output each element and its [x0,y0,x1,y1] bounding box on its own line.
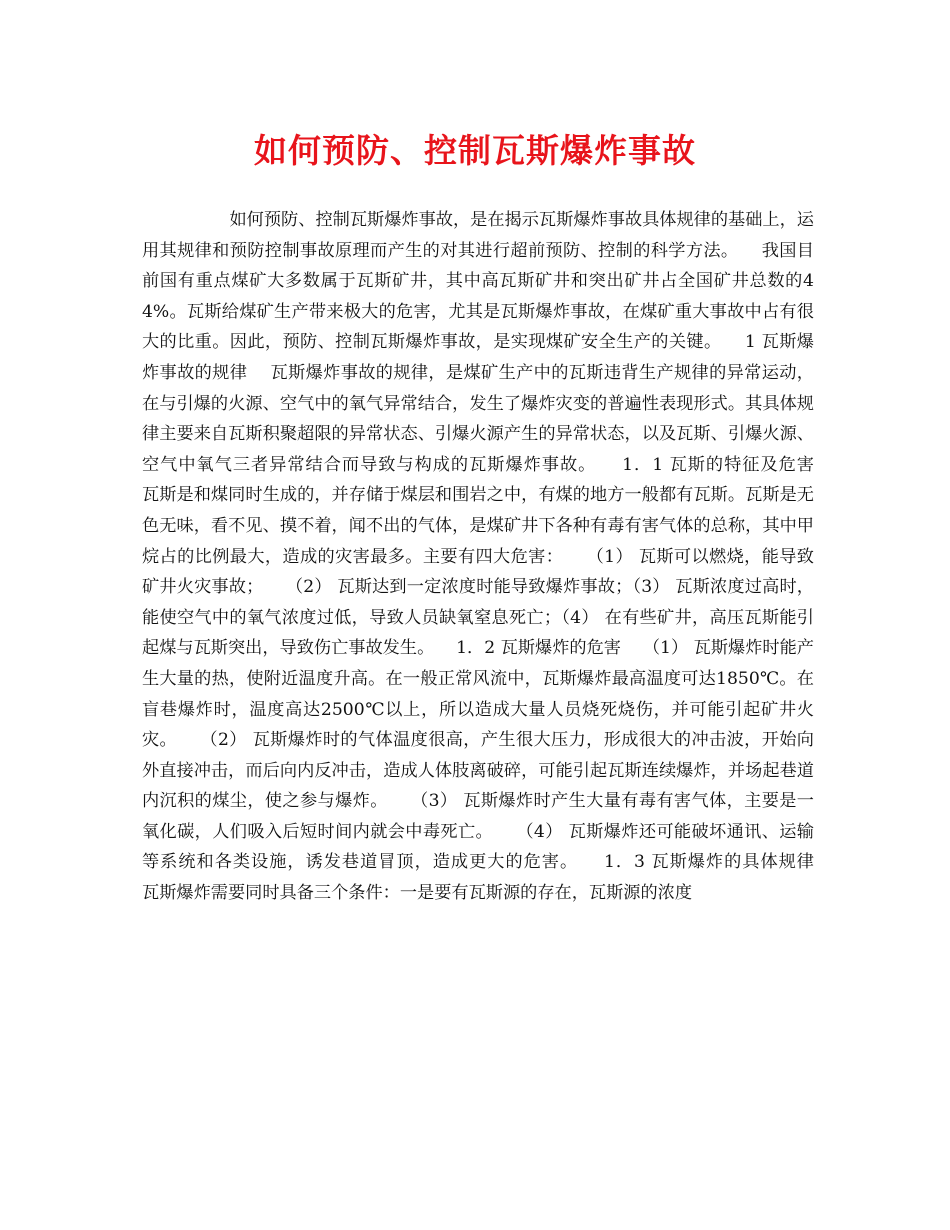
document-body: 如何预防、控制瓦斯爆炸事故，是在揭示瓦斯爆炸事故具体规律的基础上，运用其规律和预防控制事故原理而产生的对其进行超前预防、控制的科学方法。 我国目前国有重点煤矿大多数属于瓦斯矿井，其中高瓦斯矿井和突出矿井占全国矿井总数的44%。瓦斯给煤矿生产带来极大的危害，尤其是瓦斯爆炸事故，在煤矿重大事故中占有很大的比重。因此，预防、控制瓦斯爆炸事故，是实现煤矿安全生产的关键。 1 瓦斯爆炸事故的规律 瓦斯爆炸事故的规律，是煤矿生产中的瓦斯违背生产规律的异常运动，在与引爆的火源、空气中的氧气异常结合，发生了爆炸灾变的普遍性表现形式。其具体规律主要来自瓦斯积聚超限的异常状态、引爆火源产生的异常状态，以及瓦斯、引爆火源、空气中氧气三者异常结合而导致与构成的瓦斯爆炸事故。 1．1 瓦斯的特征及危害 瓦斯是和煤同时生成的，并存储于煤层和围岩之中，有煤的地方一般都有瓦斯。瓦斯是无色无味，看不见、摸不着，闻不出的气体，是煤矿井下各种有毒有害气体的总称，其中甲烷占的比例最大，造成的灾害最多。主要有四大危害： （1） 瓦斯可以燃烧，能导致矿井火灾事故； （2） 瓦斯达到一定浓度时能导致爆炸事故；（3） 瓦斯浓度过高时，能使空气中的氧气浓度过低，导致人员缺氧窒息死亡；（4） 在有些矿井，高压瓦斯能引起煤与瓦斯突出，导致伤亡事故发生。 1．2 瓦斯爆炸的危害 （1） 瓦斯爆炸时能产生大量的热，使附近温度升高。在一般正常风流中，瓦斯爆炸最高温度可达1850℃。在盲巷爆炸时，温度高达2500℃以上，所以造成大量人员烧死烧伤，并可能引起矿井火灾。 （2） 瓦斯爆炸时的气体温度很高，产生很大压力，形成很大的冲击波，开始向外直接冲击，而后向内反冲击，造成人体肢离破碎，可能引起瓦斯连续爆炸，并场起巷道内沉积的煤尘，使之参与爆炸。 （3） 瓦斯爆炸时产生大量有毒有害气体，主要是一氧化碳，人们吸入后短时间内就会中毒死亡。 （4） 瓦斯爆炸还可能破坏通讯、运输等系统和各类设施，诱发巷道冒顶，造成更大的危害。 1．3 瓦斯爆炸的具体规律 瓦斯爆炸需要同时具备三个条件：一是要有瓦斯源的存在，瓦斯源的浓度 [142,210,836,904]
document-title: 如何预防、控制瓦斯爆炸事故 [254,131,696,170]
